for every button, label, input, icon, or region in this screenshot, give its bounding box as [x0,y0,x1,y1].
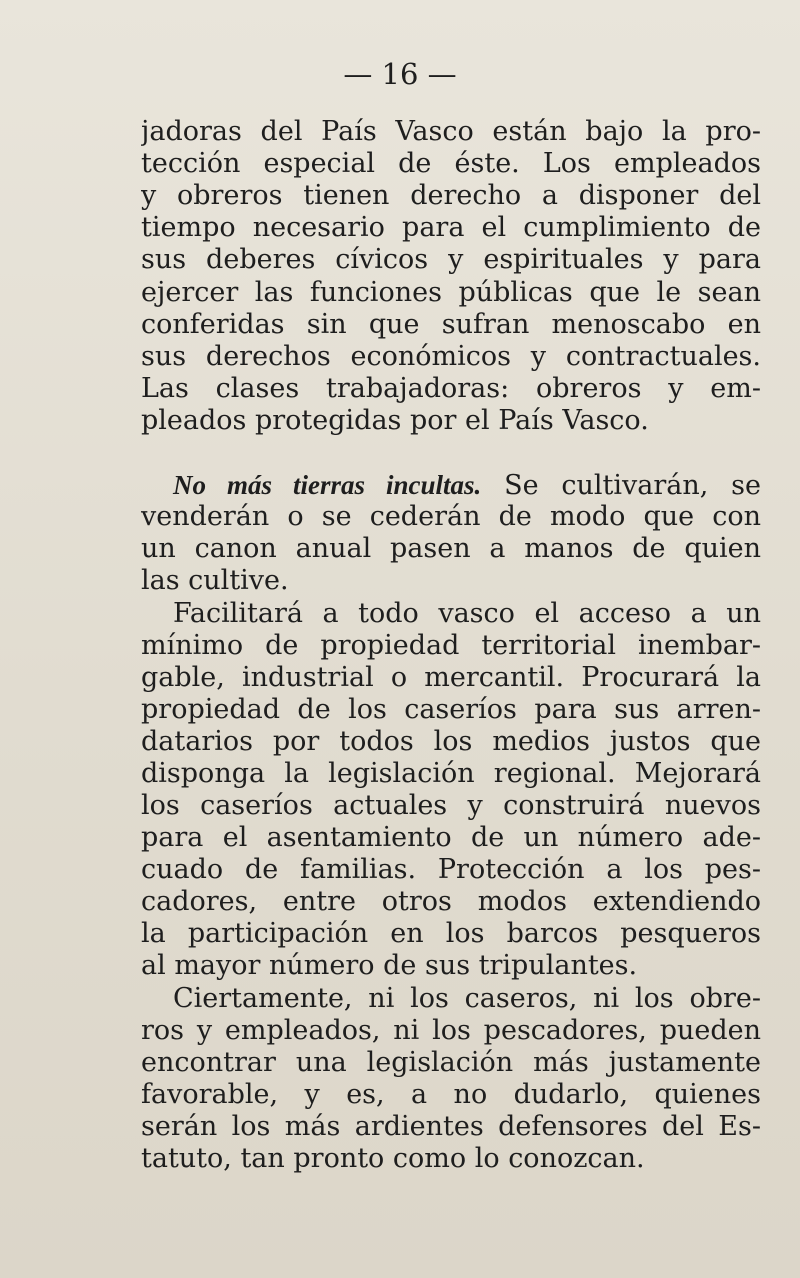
text-line: serán los más ardientes defensores del Es- [141,1111,761,1142]
section-heading: No más tierras incultas. [173,470,482,500]
text-line: encontrar una legislación más justamente [141,1047,761,1078]
text-line: al mayor número de sus tripulantes. [141,950,638,981]
text-line: Las clases trabajadoras: obreros y em- [141,373,761,404]
text-line: sus deberes cívicos y espirituales y para [141,244,761,275]
text-line: las cultive. [141,565,289,596]
text-line: disponga la legislación regional. Mejorará [141,758,761,789]
text-line: ejercer las funciones públicas que le sean [141,277,761,308]
text-line: sus derechos económicos y contractuales. [141,341,761,372]
text-line: propiedad de los caseríos para sus arren- [141,694,761,725]
text-line: pleados protegidas por el País Vasco. [141,405,649,436]
text-line [141,469,761,502]
text-line: Facilitará a todo vasco el acceso a un [173,598,761,629]
text-line: un canon anual pasen a manos de quien [141,533,761,564]
text-line: cadores, entre otros modos extendiendo [141,886,761,917]
text-line: los caseríos actuales y construirá nuevos [141,790,761,821]
text-line: datarios por todos los medios justos que [141,726,761,757]
text-line: conferidas sin que sufran menoscabo en [141,309,761,340]
text-line: para el asentamiento de un número ade- [141,822,761,853]
text-line: la participación en los barcos pesqueros [141,918,761,949]
text-line: y obreros tienen derecho a disponer del [141,180,761,211]
page-number: — 16 — [343,57,457,91]
heading-line-rest: Se cultivarán, se [481,470,761,501]
text-line: favorable, y es, a no dudarlo, quienes [141,1079,761,1110]
text-line: mínimo de propiedad territorial inembar- [141,630,761,661]
text-line: ros y empleados, ni los pescadores, pueden [141,1015,761,1046]
text-line: tiempo necesario para el cumplimiento de [141,212,761,243]
text-line: gable, industrial o mercantil. Procurará la [141,662,761,693]
text-line: Ciertamente, ni los caseros, ni los obre- [173,983,761,1014]
text-line: venderán o se cederán de modo que con [141,501,761,532]
text-line: tatuto, tan pronto como lo conozcan. [141,1143,645,1174]
text-line: jadoras del País Vasco están bajo la pro- [141,116,761,147]
text-line: tección especial de éste. Los empleados [141,148,761,179]
text-line: cuado de familias. Protección a los pes- [141,854,761,885]
